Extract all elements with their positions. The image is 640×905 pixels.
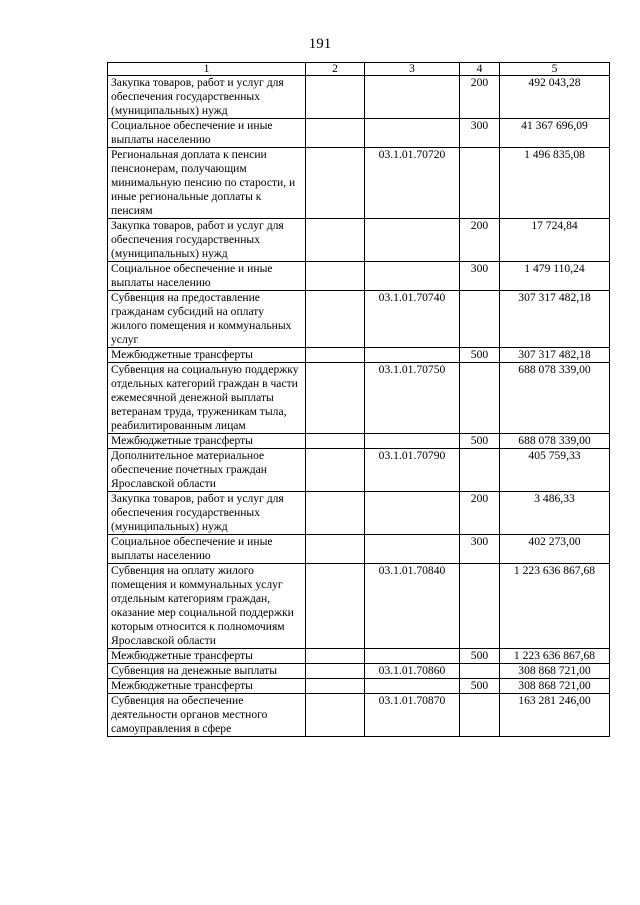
- header-col-2: 2: [306, 63, 365, 76]
- row-type-cell: [460, 664, 500, 679]
- row-col2-cell: [306, 492, 365, 535]
- row-name-cell: Региональная доплата к пенсии пенсионерам, получающим минимальную пенсию по старости, и иные региональные доплаты к пенсиям: [108, 148, 306, 219]
- row-code-cell: [365, 679, 460, 694]
- row-col2-cell: [306, 434, 365, 449]
- row-amount-cell: 307 317 482,18: [500, 291, 610, 348]
- row-amount-cell: 308 868 721,00: [500, 664, 610, 679]
- page-number: 191: [308, 36, 332, 52]
- row-code-cell: [365, 535, 460, 564]
- row-type-cell: 200: [460, 76, 500, 119]
- table-row: [108, 119, 610, 148]
- row-name-cell: Межбюджетные трансферты: [108, 348, 306, 363]
- row-amount-cell: 308 868 721,00: [500, 679, 610, 694]
- budget-table: [107, 62, 610, 737]
- row-code-cell: 03.1.01.70870: [365, 694, 460, 737]
- row-col2-cell: [306, 679, 365, 694]
- row-type-cell: [460, 449, 500, 492]
- table-row: [108, 291, 610, 348]
- row-name-cell: Межбюджетные трансферты: [108, 679, 306, 694]
- row-col2-cell: [306, 564, 365, 649]
- row-code-cell: 03.1.01.70740: [365, 291, 460, 348]
- row-code-cell: 03.1.01.70840: [365, 564, 460, 649]
- table-row: [108, 148, 610, 219]
- table-row: [108, 694, 610, 737]
- row-type-cell: 300: [460, 119, 500, 148]
- row-col2-cell: [306, 649, 365, 664]
- row-code-cell: [365, 119, 460, 148]
- row-name-cell: Дополнительное материальное обеспечение почетных граждан Ярославской области: [108, 449, 306, 492]
- table-body: [108, 76, 610, 737]
- row-type-cell: 300: [460, 262, 500, 291]
- row-col2-cell: [306, 363, 365, 434]
- row-name-cell: Закупка товаров, работ и услуг для обеспечения государственных (муниципальных) нужд: [108, 492, 306, 535]
- table-row: [108, 76, 610, 119]
- table-row: [108, 492, 610, 535]
- row-code-cell: 03.1.01.70750: [365, 363, 460, 434]
- row-name-cell: Субвенция на денежные выплаты: [108, 664, 306, 679]
- row-amount-cell: 1 223 636 867,68: [500, 564, 610, 649]
- row-type-cell: [460, 363, 500, 434]
- row-type-cell: 500: [460, 679, 500, 694]
- header-row: [108, 63, 610, 76]
- table-row: [108, 434, 610, 449]
- row-col2-cell: [306, 449, 365, 492]
- row-amount-cell: 1 479 110,24: [500, 262, 610, 291]
- row-col2-cell: [306, 535, 365, 564]
- row-col2-cell: [306, 119, 365, 148]
- row-type-cell: [460, 291, 500, 348]
- row-code-cell: [365, 262, 460, 291]
- row-amount-cell: 688 078 339,00: [500, 363, 610, 434]
- row-code-cell: [365, 434, 460, 449]
- row-name-cell: Закупка товаров, работ и услуг для обеспечения государственных (муниципальных) нужд: [108, 219, 306, 262]
- row-col2-cell: [306, 291, 365, 348]
- row-amount-cell: 1 496 835,08: [500, 148, 610, 219]
- row-name-cell: Субвенция на оплату жилого помещения и коммунальных услуг отдельным категориям граждан, оказание мер социальной поддержки которым относится к полномочиям Ярославской области: [108, 564, 306, 649]
- row-col2-cell: [306, 219, 365, 262]
- row-code-cell: [365, 219, 460, 262]
- row-code-cell: 03.1.01.70790: [365, 449, 460, 492]
- header-col-1: 1: [108, 63, 306, 76]
- header-col-5: 5: [500, 63, 610, 76]
- row-name-cell: Субвенция на социальную поддержку отдельных категорий граждан в части ежемесячной денежной выплаты ветеранам труда, труженикам тыла, реабилитированным лицам: [108, 363, 306, 434]
- table-row: [108, 363, 610, 434]
- header-col-3: 3: [365, 63, 460, 76]
- table-row: [108, 535, 610, 564]
- row-type-cell: [460, 694, 500, 737]
- table-row: [108, 564, 610, 649]
- row-code-cell: [365, 76, 460, 119]
- row-col2-cell: [306, 348, 365, 363]
- table-row: [108, 348, 610, 363]
- table-row: [108, 219, 610, 262]
- row-col2-cell: [306, 262, 365, 291]
- row-code-cell: [365, 649, 460, 664]
- row-code-cell: 03.1.01.70720: [365, 148, 460, 219]
- row-amount-cell: 17 724,84: [500, 219, 610, 262]
- row-code-cell: 03.1.01.70860: [365, 664, 460, 679]
- row-type-cell: 500: [460, 649, 500, 664]
- row-type-cell: [460, 564, 500, 649]
- row-amount-cell: 688 078 339,00: [500, 434, 610, 449]
- row-name-cell: Социальное обеспечение и иные выплаты населению: [108, 262, 306, 291]
- row-amount-cell: 1 223 636 867,68: [500, 649, 610, 664]
- row-amount-cell: 3 486,33: [500, 492, 610, 535]
- row-type-cell: 500: [460, 434, 500, 449]
- row-col2-cell: [306, 76, 365, 119]
- row-type-cell: 200: [460, 492, 500, 535]
- table-row: [108, 664, 610, 679]
- table-row: [108, 262, 610, 291]
- row-type-cell: 200: [460, 219, 500, 262]
- row-amount-cell: 402 273,00: [500, 535, 610, 564]
- table-row: [108, 649, 610, 664]
- row-name-cell: Социальное обеспечение и иные выплаты населению: [108, 535, 306, 564]
- row-type-cell: [460, 148, 500, 219]
- row-amount-cell: 492 043,28: [500, 76, 610, 119]
- row-amount-cell: 405 759,33: [500, 449, 610, 492]
- row-col2-cell: [306, 694, 365, 737]
- row-type-cell: 300: [460, 535, 500, 564]
- table-row: [108, 449, 610, 492]
- row-name-cell: Межбюджетные трансферты: [108, 649, 306, 664]
- row-name-cell: Межбюджетные трансферты: [108, 434, 306, 449]
- row-name-cell: Социальное обеспечение и иные выплаты населению: [108, 119, 306, 148]
- row-amount-cell: 307 317 482,18: [500, 348, 610, 363]
- row-name-cell: Субвенция на предоставление гражданам субсидий на оплату жилого помещения и коммунальных услуг: [108, 291, 306, 348]
- row-amount-cell: 41 367 696,09: [500, 119, 610, 148]
- row-amount-cell: 163 281 246,00: [500, 694, 610, 737]
- header-col-4: 4: [460, 63, 500, 76]
- row-name-cell: Субвенция на обеспечение деятельности органов местного самоуправления в сфере: [108, 694, 306, 737]
- row-name-cell: Закупка товаров, работ и услуг для обеспечения государственных (муниципальных) нужд: [108, 76, 306, 119]
- row-col2-cell: [306, 664, 365, 679]
- row-code-cell: [365, 492, 460, 535]
- row-col2-cell: [306, 148, 365, 219]
- table-row: [108, 679, 610, 694]
- row-code-cell: [365, 348, 460, 363]
- row-type-cell: 500: [460, 348, 500, 363]
